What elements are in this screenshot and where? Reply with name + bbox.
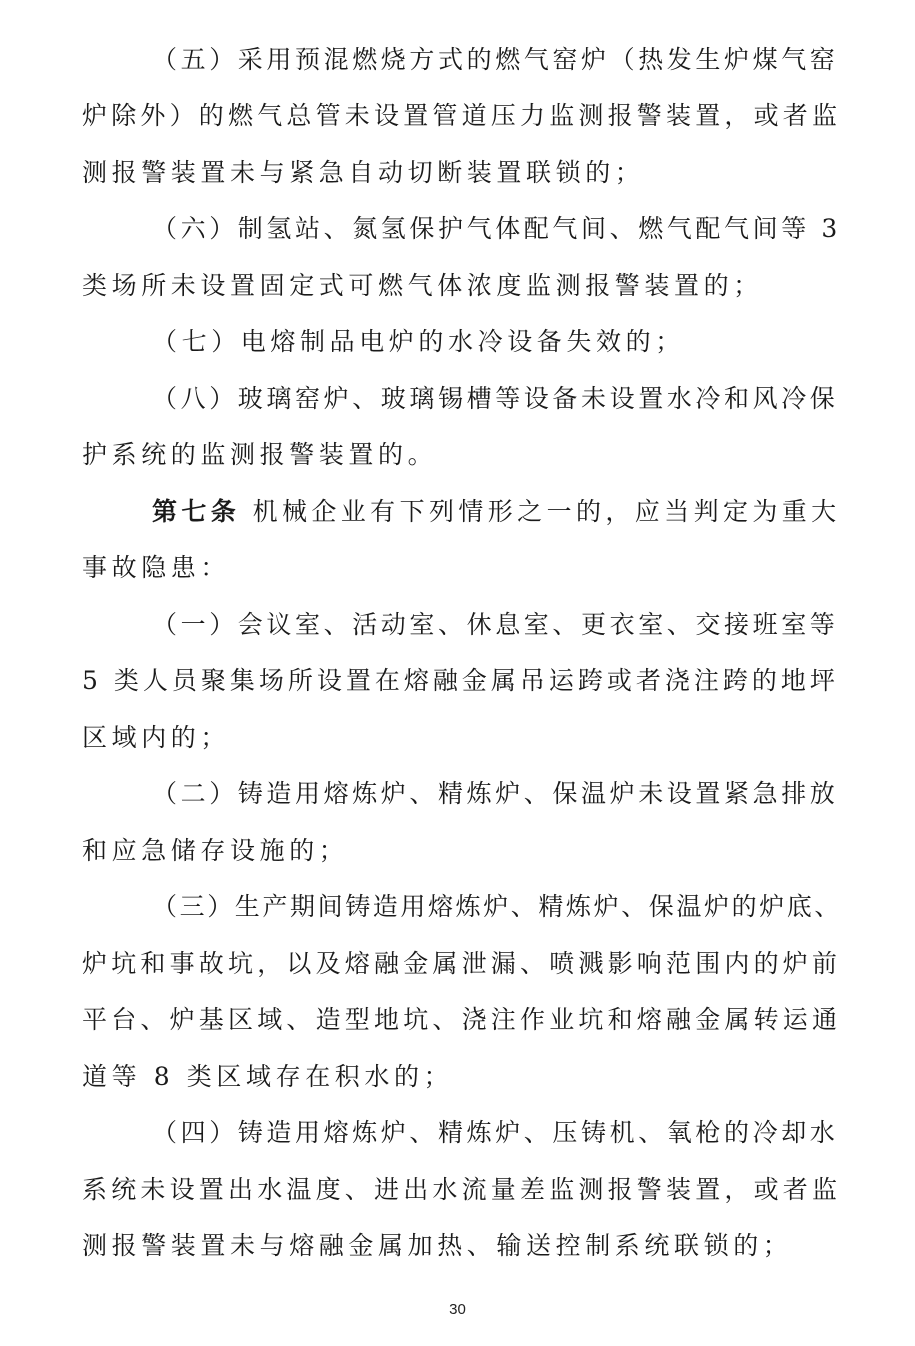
item-1-line-2: 5 类人员聚集场所设置在熔融金属吊运跨或者浇注跨的地坪	[82, 666, 839, 695]
article-7-heading-line	[152, 495, 842, 529]
paragraph-8-line-2: 护系统的监测报警装置的。	[82, 440, 438, 469]
item-3-line-2: 炉坑和事故坑，以及熔融金属泄漏、喷溅影响范围内的炉前	[82, 949, 842, 978]
paragraph-7-line-1: （七）电熔制品电炉的水冷设备失效的；	[152, 327, 685, 356]
paragraph-6-line-2: 类场所未设置固定式可燃气体浓度监测报警装置的；	[82, 271, 763, 300]
item-4-line-2: 系统未设置出水温度、进出水流量差监测报警装置，或者监	[82, 1175, 842, 1204]
article-7-text: 机械企业有下列情形之一的，应当判定为重大	[252, 497, 841, 526]
item-3-line-1: （三）生产期间铸造用熔炼炉、精炼炉、保温炉的炉底、	[152, 892, 843, 921]
paragraph-5-line-2: 炉除外）的燃气总管未设置管道压力监测报警装置，或者监	[82, 101, 842, 130]
item-4-line-3: 测报警装置未与熔融金属加热、输送控制系统联锁的；	[82, 1231, 793, 1260]
paragraph-8-line-1: （八）玻璃窑炉、玻璃锡槽等设备未设置水冷和风冷保	[152, 384, 839, 413]
page-number: 30	[449, 1301, 466, 1318]
item-3-line-3: 平台、炉基区域、造型地坑、浇注作业坑和熔融金属转运通	[82, 1005, 842, 1034]
item-1-line-1: （一）会议室、活动室、休息室、更衣室、交接班室等	[152, 610, 839, 639]
article-7-number: 第七条	[152, 497, 241, 526]
paragraph-5-line-3: 测报警装置未与紧急自动切断装置联锁的；	[82, 158, 645, 187]
paragraph-5-line-1: （五）采用预混燃烧方式的燃气窑炉（热发生炉煤气窑	[152, 45, 839, 74]
item-1-line-3: 区域内的；	[82, 723, 231, 752]
article-7-line-2: 事故隐患：	[82, 553, 231, 582]
paragraph-6-line-1: （六）制氢站、氮氢保护气体配气间、燃气配气间等 3	[152, 214, 841, 243]
item-2-line-1: （二）铸造用熔炼炉、精炼炉、保温炉未设置紧急排放	[152, 779, 839, 808]
item-4-line-1: （四）铸造用熔炼炉、精炼炉、压铸机、氧枪的冷却水	[152, 1118, 839, 1147]
item-2-line-2: 和应急储存设施的；	[82, 836, 349, 865]
item-3-line-4: 道等 8 类区域存在积水的；	[82, 1062, 454, 1091]
